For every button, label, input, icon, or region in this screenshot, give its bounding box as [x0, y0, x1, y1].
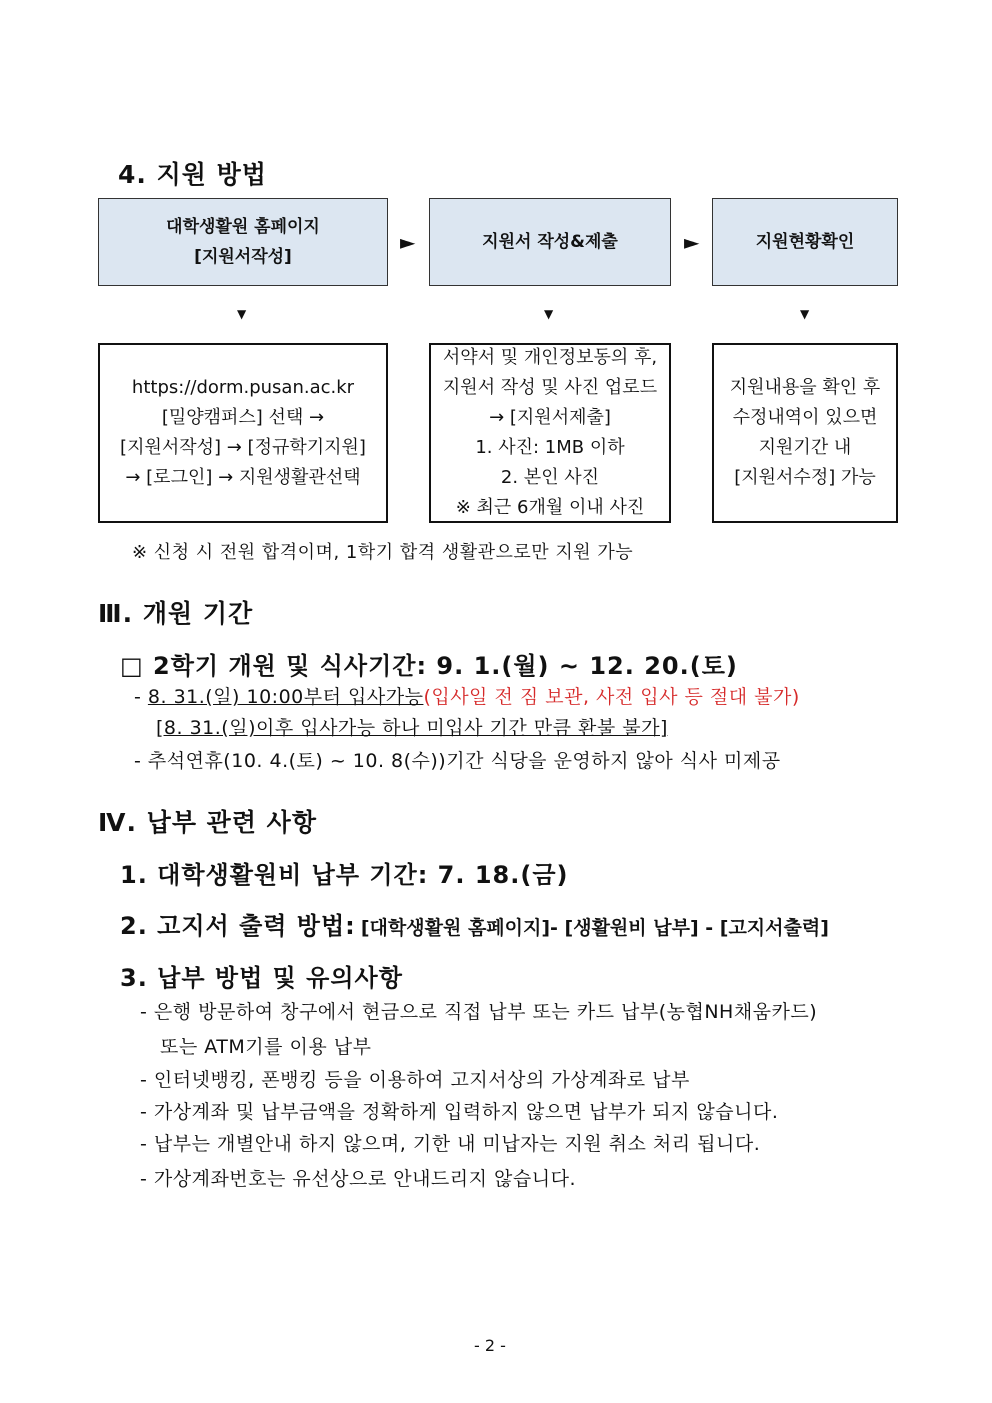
chuseok-notice: - 추석연휴(10. 4.(토) ~ 10. 8(수))기간 식당을 운영하지 않아 식사 미제공	[134, 750, 781, 772]
detail-line: 지원기간 내	[758, 437, 852, 458]
flow-step-status-label: 지원현황확인	[755, 232, 855, 252]
invoice-print-label: 2. 고지서 출력 방법:	[120, 912, 356, 940]
page-number: - 2 -	[474, 1336, 506, 1355]
detail-line: [지원서작성] → [정규학기지원]	[120, 437, 366, 458]
detail-line: [밀양캠퍼스] 선택 →	[161, 407, 325, 428]
payment-bullet: - 인터넷뱅킹, 폰뱅킹 등을 이용하여 고지서상의 가상계좌로 납부	[140, 1069, 690, 1091]
detail-line: 지원서 작성 및 사진 업로드	[442, 377, 658, 398]
move-in-date: 8. 31.(일) 10:00부터 입사가능	[147, 686, 424, 708]
payment-period: 1. 대학생활원비 납부 기간: 7. 18.(금)	[120, 861, 569, 889]
flow-step-homepage-line1: 대학생활원 홈페이지	[166, 217, 320, 237]
detail-line: [지원서수정] 가능	[734, 467, 876, 488]
flow-step-status	[712, 198, 898, 286]
detail-line: ※ 최근 6개월 이내 사진	[455, 497, 645, 518]
application-note: ※ 신청 시 전원 합격이며, 1학기 합격 생활관으로만 지원 가능	[132, 542, 634, 563]
detail-line: 서약서 및 개인정보동의 후,	[442, 347, 658, 368]
detail-line: 수정내역이 있으면	[732, 407, 878, 428]
refund-notice: [8. 31.(일)이후 입사가능 하나 미입사 기간 만큼 환불 불가]	[156, 717, 668, 739]
move-in-warning: (입사일 전 짐 보관, 사전 입사 등 절대 불가)	[423, 686, 800, 708]
payment-bullet: - 가상계좌번호는 유선상으로 안내드리지 않습니다.	[140, 1168, 576, 1190]
section-title-opening-period: Ⅲ. 개원 기간	[98, 599, 254, 628]
payment-bullet: - 가상계좌 및 납부금액을 정확하게 입력하지 않으면 납부가 되지 않습니다.	[140, 1101, 779, 1123]
detail-line: → [로그인] → 지원생활관선택	[125, 467, 361, 488]
arrow-down-icon: ▼	[544, 307, 554, 321]
detail-line: 1. 사진: 1MB 이하	[475, 437, 625, 458]
flow-step-homepage-line2: [지원서작성]	[194, 247, 292, 267]
move-in-prefix: -	[134, 686, 148, 708]
flow-step-submit	[429, 198, 671, 286]
flow-step-submit-label: 지원서 작성&제출	[482, 232, 618, 252]
detail-line: 2. 본인 사진	[500, 467, 600, 488]
detail-line: 지원내용을 확인 후	[729, 377, 881, 398]
detail-box-homepage	[98, 343, 388, 523]
payment-method-heading: 3. 납부 방법 및 유의사항	[120, 964, 403, 992]
payment-bullet: - 납부는 개별안내 하지 않으며, 기한 내 미납자는 지원 취소 처리 됩니다.	[140, 1133, 761, 1155]
arrow-down-icon: ▼	[237, 307, 247, 321]
payment-bullet: 또는 ATM기를 이용 납부	[160, 1036, 372, 1058]
section-title-payment: Ⅳ. 납부 관련 사항	[98, 808, 317, 837]
arrow-down-icon: ▼	[800, 307, 810, 321]
arrow-right-icon: ►	[400, 230, 416, 254]
detail-box-submit	[429, 343, 671, 523]
detail-box-status	[712, 343, 898, 523]
payment-bullet: - 은행 방문하여 창구에서 현금으로 직접 납부 또는 카드 납부(농협NH채움카드)	[140, 1001, 818, 1023]
detail-line: → [지원서제출]	[489, 407, 611, 428]
detail-line: https://dorm.pusan.ac.kr	[131, 377, 355, 398]
invoice-print-method	[120, 906, 829, 941]
move-in-notice	[134, 682, 800, 709]
flow-step-homepage	[98, 198, 388, 286]
opening-period-headline: □ 2학기 개원 및 식사기간: 9. 1.(월) ~ 12. 20.(토)	[120, 652, 738, 680]
arrow-right-icon: ►	[684, 230, 700, 254]
section-title-application-method: 4. 지원 방법	[118, 160, 267, 189]
invoice-print-path: [대학생활원 홈페이지]- [생활원비 납부] - [고지서출력]	[360, 917, 829, 939]
